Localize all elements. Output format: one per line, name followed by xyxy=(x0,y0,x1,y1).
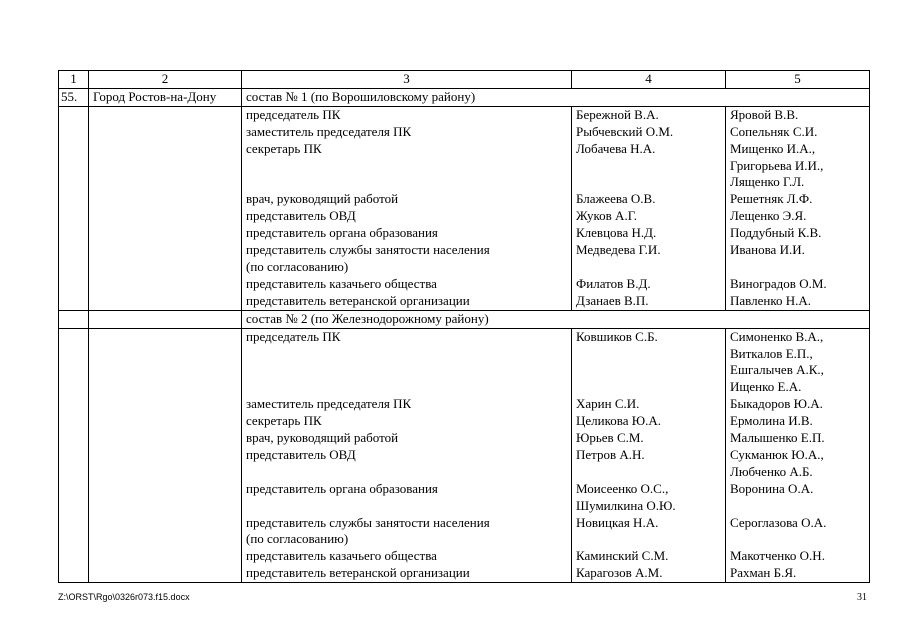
role-cell: секретарь ПК xyxy=(242,413,572,430)
empty-cell xyxy=(89,515,242,532)
empty-cell xyxy=(59,259,89,276)
role-cell: представитель службы занятости населения xyxy=(242,242,572,259)
table-row xyxy=(59,565,870,582)
member-cell: Целикова Ю.А. xyxy=(572,413,726,430)
member-cell: Жуков А.Г. xyxy=(572,208,726,225)
column-header: 2 xyxy=(89,71,242,89)
role-cell: заместитель председателя ПК xyxy=(242,396,572,413)
empty-cell xyxy=(59,531,89,548)
table-row xyxy=(59,328,870,345)
reserve-cell: Рахман Б.Я. xyxy=(726,565,870,582)
table-row xyxy=(59,242,870,259)
reserve-cell: Лещенко Э.Я. xyxy=(726,208,870,225)
member-cell xyxy=(572,531,726,548)
section-row xyxy=(59,88,870,106)
role-cell xyxy=(242,379,572,396)
empty-cell xyxy=(89,464,242,481)
member-cell xyxy=(572,174,726,191)
member-cell: Клевцова Н.Д. xyxy=(572,225,726,242)
role-cell xyxy=(242,346,572,363)
role-cell: (по согласованию) xyxy=(242,531,572,548)
table-row xyxy=(59,225,870,242)
role-cell: представитель казачьего общества xyxy=(242,276,572,293)
column-header: 3 xyxy=(242,71,572,89)
role-cell xyxy=(242,362,572,379)
table-row xyxy=(59,124,870,141)
role-cell: врач, руководящий работой xyxy=(242,191,572,208)
reserve-cell: Павленко Н.А. xyxy=(726,293,870,310)
empty-cell xyxy=(89,498,242,515)
table-row xyxy=(59,362,870,379)
role-cell xyxy=(242,498,572,515)
empty-cell xyxy=(59,548,89,565)
table-row xyxy=(59,191,870,208)
city-name: Город Ростов-на-Дону xyxy=(89,88,242,106)
role-cell: представитель органа образования xyxy=(242,481,572,498)
empty-cell xyxy=(59,276,89,293)
table-row xyxy=(59,413,870,430)
table-row xyxy=(59,481,870,498)
reserve-cell: Малышенко Е.П. xyxy=(726,430,870,447)
empty-cell xyxy=(89,276,242,293)
empty-cell xyxy=(89,141,242,158)
role-cell xyxy=(242,464,572,481)
footer-file-path: Z:\ORST\Rgo\0326r073.f15.docx xyxy=(58,592,190,602)
role-cell: (по согласованию) xyxy=(242,259,572,276)
table-row xyxy=(59,259,870,276)
member-cell: Дзанаев В.П. xyxy=(572,293,726,310)
empty-cell xyxy=(59,413,89,430)
member-cell xyxy=(572,379,726,396)
role-cell: председатель ПК xyxy=(242,328,572,345)
table-row xyxy=(59,346,870,363)
empty-cell xyxy=(89,106,242,123)
table-row xyxy=(59,379,870,396)
reserve-cell: Ермолина И.В. xyxy=(726,413,870,430)
empty-cell xyxy=(59,565,89,582)
empty-cell xyxy=(59,346,89,363)
table-row xyxy=(59,106,870,123)
reserve-cell: Решетняк Л.Ф. xyxy=(726,191,870,208)
member-cell: Филатов В.Д. xyxy=(572,276,726,293)
reserve-cell: Виноградов О.М. xyxy=(726,276,870,293)
table-row xyxy=(59,430,870,447)
table-row xyxy=(59,531,870,548)
reserve-cell: Ищенко Е.А. xyxy=(726,379,870,396)
reserve-cell: Макотченко О.Н. xyxy=(726,548,870,565)
role-cell: представитель ОВД xyxy=(242,208,572,225)
empty-cell xyxy=(89,225,242,242)
member-cell: Новицкая Н.А. xyxy=(572,515,726,532)
member-cell xyxy=(572,158,726,175)
empty-cell xyxy=(89,531,242,548)
table-row xyxy=(59,141,870,158)
role-cell: представитель органа образования xyxy=(242,225,572,242)
role-cell: врач, руководящий работой xyxy=(242,430,572,447)
role-cell: представитель ветеранской организации xyxy=(242,565,572,582)
empty-cell xyxy=(59,362,89,379)
member-cell: Шумилкина О.Ю. xyxy=(572,498,726,515)
table-row xyxy=(59,396,870,413)
reserve-cell xyxy=(726,531,870,548)
reserve-cell: Любченко А.Б. xyxy=(726,464,870,481)
empty-cell xyxy=(59,106,89,123)
reserve-cell: Яровой В.В. xyxy=(726,106,870,123)
reserve-cell: Виткалов Е.П., xyxy=(726,346,870,363)
member-cell: Харин С.И. xyxy=(572,396,726,413)
empty-cell xyxy=(59,242,89,259)
member-cell: Рыбчевский О.М. xyxy=(572,124,726,141)
column-header-row xyxy=(59,71,870,89)
empty-cell xyxy=(59,396,89,413)
role-cell: представитель казачьего общества xyxy=(242,548,572,565)
empty-cell xyxy=(59,447,89,464)
member-cell xyxy=(572,346,726,363)
empty-cell xyxy=(89,208,242,225)
reserve-cell: Сопельняк С.И. xyxy=(726,124,870,141)
member-cell xyxy=(572,464,726,481)
document-table xyxy=(58,70,870,583)
reserve-cell: Сероглазова О.А. xyxy=(726,515,870,532)
reserve-cell: Ешгалычев А.К., xyxy=(726,362,870,379)
empty-cell xyxy=(89,413,242,430)
reserve-cell xyxy=(726,498,870,515)
role-cell xyxy=(242,174,572,191)
table-row xyxy=(59,174,870,191)
table-body xyxy=(59,71,870,583)
member-cell xyxy=(572,362,726,379)
column-header: 4 xyxy=(572,71,726,89)
member-cell: Бережной В.А. xyxy=(572,106,726,123)
section-row xyxy=(59,310,870,328)
empty-cell xyxy=(89,396,242,413)
table-row xyxy=(59,515,870,532)
role-cell: заместитель председателя ПК xyxy=(242,124,572,141)
member-cell: Петров А.Н. xyxy=(572,447,726,464)
row-number: 55. xyxy=(59,88,89,106)
empty-cell xyxy=(89,447,242,464)
reserve-cell: Иванова И.И. xyxy=(726,242,870,259)
empty-cell xyxy=(89,548,242,565)
empty-cell xyxy=(89,124,242,141)
empty-cell xyxy=(89,310,242,328)
empty-cell xyxy=(89,259,242,276)
member-cell: Юрьев С.М. xyxy=(572,430,726,447)
reserve-cell xyxy=(726,259,870,276)
role-cell: председатель ПК xyxy=(242,106,572,123)
empty-cell xyxy=(59,225,89,242)
member-cell xyxy=(572,259,726,276)
empty-cell xyxy=(89,430,242,447)
empty-cell xyxy=(89,174,242,191)
empty-cell xyxy=(59,191,89,208)
reserve-cell: Сукманюк Ю.А., xyxy=(726,447,870,464)
empty-cell xyxy=(89,191,242,208)
empty-cell xyxy=(89,565,242,582)
table-row xyxy=(59,276,870,293)
role-cell: представитель службы занятости населения xyxy=(242,515,572,532)
empty-cell xyxy=(59,430,89,447)
section-title: состав № 2 (по Железнодорожному району) xyxy=(242,310,870,328)
empty-cell xyxy=(89,481,242,498)
role-cell: представитель ветеранской организации xyxy=(242,293,572,310)
role-cell: секретарь ПК xyxy=(242,141,572,158)
column-header: 5 xyxy=(726,71,870,89)
role-cell: представитель ОВД xyxy=(242,447,572,464)
table-row xyxy=(59,158,870,175)
member-cell: Моисеенко О.С., xyxy=(572,481,726,498)
empty-cell xyxy=(59,293,89,310)
empty-cell xyxy=(59,464,89,481)
reserve-cell: Мищенко И.А., xyxy=(726,141,870,158)
empty-cell xyxy=(59,515,89,532)
empty-cell xyxy=(59,141,89,158)
table-row xyxy=(59,548,870,565)
reserve-cell: Григорьева И.И., xyxy=(726,158,870,175)
empty-cell xyxy=(59,379,89,396)
reserve-cell: Быкадоров Ю.А. xyxy=(726,396,870,413)
empty-cell xyxy=(89,242,242,259)
empty-cell xyxy=(59,328,89,345)
empty-cell xyxy=(59,208,89,225)
role-cell xyxy=(242,158,572,175)
empty-cell xyxy=(59,174,89,191)
empty-cell xyxy=(59,498,89,515)
empty-cell xyxy=(59,124,89,141)
column-header: 1 xyxy=(59,71,89,89)
reserve-cell: Лященко Г.Л. xyxy=(726,174,870,191)
member-cell: Медведева Г.И. xyxy=(572,242,726,259)
empty-cell xyxy=(89,346,242,363)
empty-cell xyxy=(59,310,89,328)
table-row xyxy=(59,464,870,481)
empty-cell xyxy=(89,362,242,379)
reserve-cell: Воронина О.А. xyxy=(726,481,870,498)
empty-cell xyxy=(89,328,242,345)
table-row xyxy=(59,293,870,310)
page-number: 31 xyxy=(857,592,867,603)
reserve-cell: Поддубный К.В. xyxy=(726,225,870,242)
empty-cell xyxy=(59,158,89,175)
member-cell: Карагозов А.М. xyxy=(572,565,726,582)
table-row xyxy=(59,208,870,225)
member-cell: Каминский С.М. xyxy=(572,548,726,565)
member-cell: Ковшиков С.Б. xyxy=(572,328,726,345)
reserve-cell: Симоненко В.А., xyxy=(726,328,870,345)
member-cell: Блажеева О.В. xyxy=(572,191,726,208)
section-title: состав № 1 (по Ворошиловскому району) xyxy=(242,88,870,106)
empty-cell xyxy=(59,481,89,498)
table-row xyxy=(59,447,870,464)
member-cell: Лобачева Н.А. xyxy=(572,141,726,158)
empty-cell xyxy=(89,158,242,175)
empty-cell xyxy=(89,293,242,310)
table-row xyxy=(59,498,870,515)
empty-cell xyxy=(89,379,242,396)
